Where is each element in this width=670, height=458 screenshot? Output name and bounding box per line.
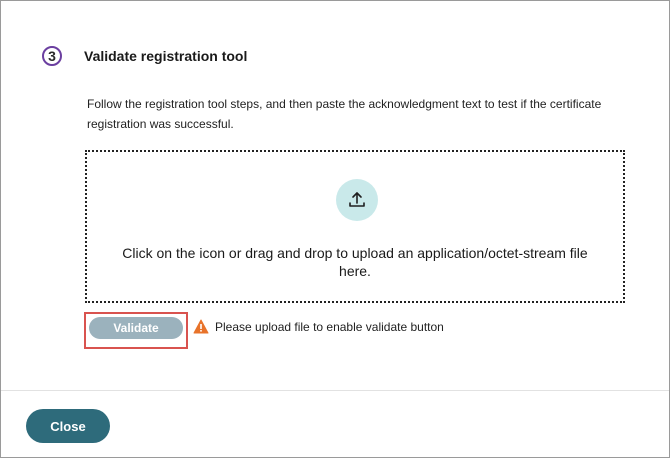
- step-number-badge: 3: [42, 46, 62, 66]
- upload-icon[interactable]: [336, 179, 378, 221]
- validate-button[interactable]: Validate: [89, 317, 183, 339]
- file-dropzone[interactable]: [85, 150, 625, 303]
- warning-text: Please upload file to enable validate button: [215, 319, 444, 334]
- validation-warning: [193, 319, 444, 334]
- step-description: Follow the registration tool steps, and then paste the acknowledgment text to test if the certificate registration was successful.: [87, 97, 602, 131]
- step-header: [42, 46, 247, 66]
- warning-triangle-icon: [193, 319, 209, 334]
- dropzone-instructions: Click on the icon or drag and drop to upload an application/octet-stream file here.: [122, 245, 588, 279]
- upload-arrow-glyph: [347, 190, 367, 210]
- footer-divider: [1, 390, 669, 391]
- close-button[interactable]: Close: [26, 409, 110, 443]
- step-title: Validate registration tool: [84, 48, 248, 64]
